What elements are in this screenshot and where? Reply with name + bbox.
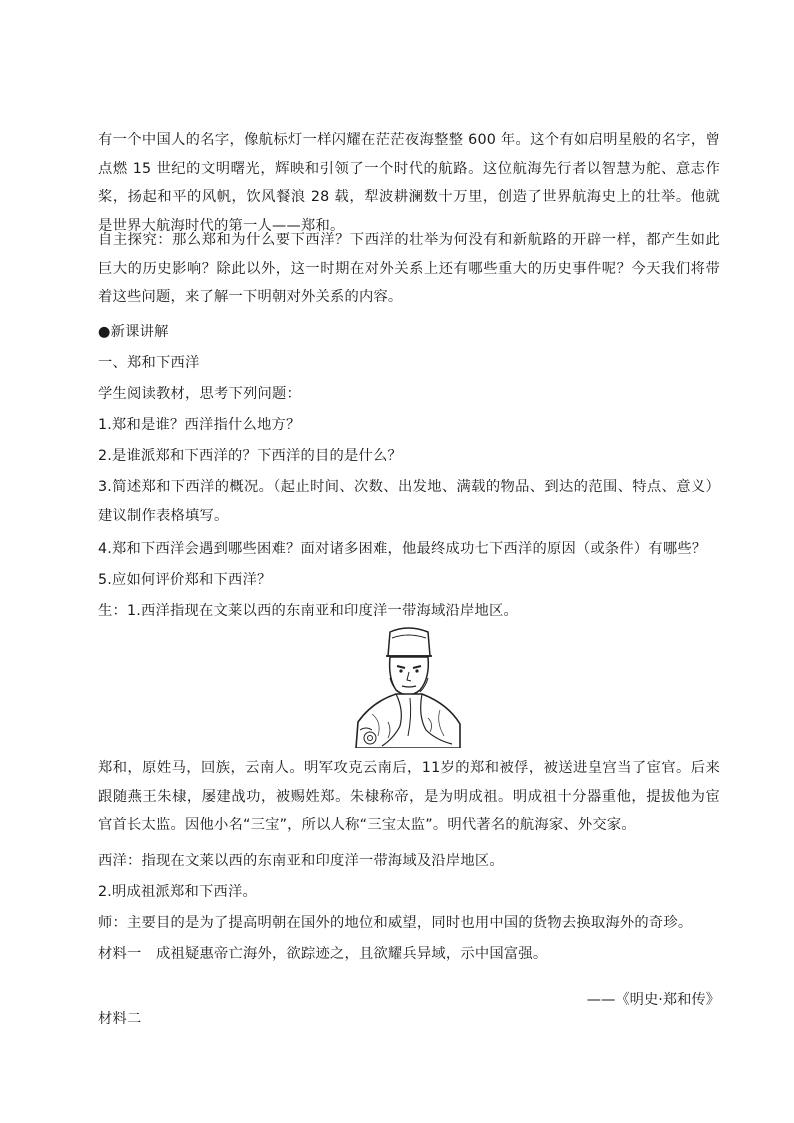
question-5: 5.应如何评价郑和下西洋？ (98, 572, 272, 588)
question-3: 3.简述郑和下西洋的概况。（起止时间、次数、出发地、满载的物品、到达的范围、特点、意义）建议制作表格填写。 (98, 479, 720, 524)
section-heading: ●新课讲解 (98, 324, 169, 340)
material-1: 材料一 成祖疑惠帝亡海外，欲踪迹之，且欲耀兵异域，示中国富强。 (98, 946, 548, 962)
teacher-statement: 师：主要目的是为了提高明朝在国外的地位和威望，同时也用中国的货物去换取海外的奇珍。 (98, 915, 693, 931)
question-1: 1.郑和是谁？西洋指什么地方？ (98, 417, 301, 433)
subheading: 一、郑和下西洋 (98, 355, 200, 371)
student-answer: 生：1.西洋指现在文莱以西的东南亚和印度洋一带海域沿岸地区。 (98, 603, 518, 619)
answer-2: 2.明成祖派郑和下西洋。 (98, 884, 258, 900)
material-1-source: ——《明史·郑和传》 (586, 992, 720, 1009)
xiyang-definition: 西洋：指现在文莱以西的东南亚和印度洋一带海域及沿岸地区。 (98, 853, 504, 869)
question-4: 4.郑和下西洋会遇到哪些困难？面对诸多困难，他最终成功七下西洋的原因（或条件）有哪些？ (98, 541, 707, 557)
material-2: 材料二 (98, 1011, 142, 1027)
intro-paragraph-1: 有一个中国人的名字，像航标灯一样闪耀在茫茫夜海整整 600 年。这个有如启明星般的名字，曾点燃 15 世纪的文明曙光，辉映和引领了一个时代的航路。这位航海先行者以智慧为舵、意志作桨，扬起和平的风帆，饮风餐浪 28 载，犁波耕澜数十万里，创造了世界航海史上的壮举。他就是世界大航海时代的第一人——郑和。 (98, 132, 720, 234)
zheng-he-portrait-icon (352, 626, 464, 748)
intro-paragraph-2: 自主探究：那么郑和为什么要下西洋？下西洋的壮举为何没有和新航路的开辟一样，都产生如此巨大的历史影响？除此以外，这一时期在对外关系上还有哪些重大的历史事件呢？今天我们将带着这些问题，来了解一下明朝对外关系的内容。 (98, 232, 720, 305)
zheng-he-bio: 郑和，原姓马，回族，云南人。明军攻克云南后，11岁的郑和被俘，被送进皇宫当了宦官。后来跟随燕王朱棣，屡建战功，被赐姓郑。朱棣称帝，是为明成祖。明成祖十分器重他，提拔他为宦官首长太监。因他小名“三宝”，所以人称“三宝太监”。明代著名的航海家、外交家。 (98, 760, 720, 833)
question-2: 2.是谁派郑和下西洋的？下西洋的目的是什么？ (98, 448, 402, 464)
task-intro: 学生阅读教材，思考下列问题： (98, 386, 301, 402)
